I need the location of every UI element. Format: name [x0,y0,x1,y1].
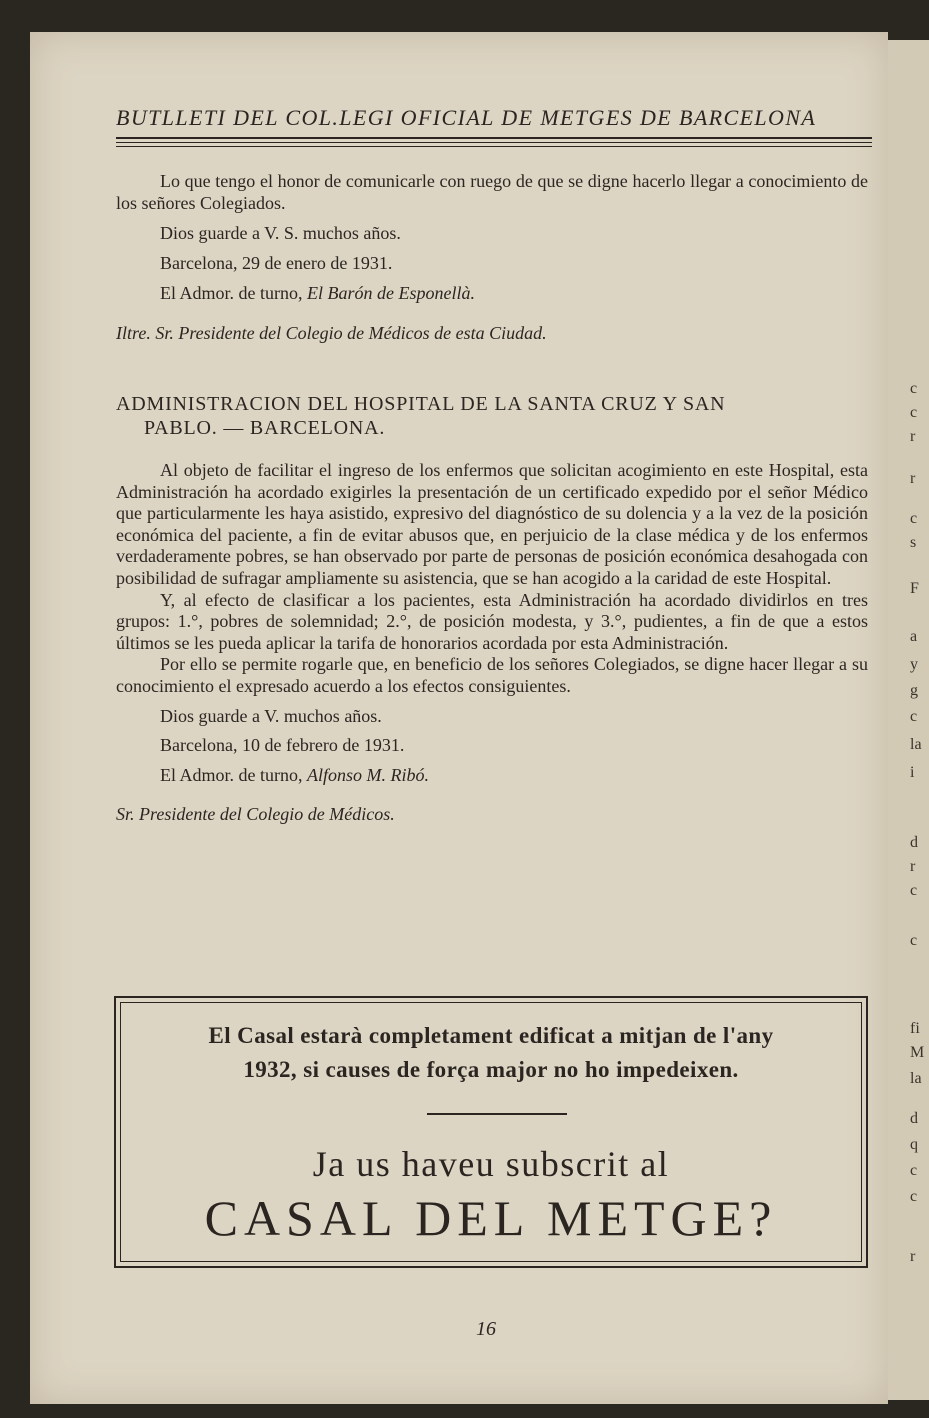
page-fragment: c [910,404,918,421]
letter-2-paragraph-1: Al objeto de facilitar el ingreso de los enfermos que solicitan acogimiento en este Hospital, esta Administración ha acordado exigirles la presentación de un certificado expedido por el señor Médico que particularmente les haya asistido, expresivo del diagnóstico de su dolencia y a la vez de la posición económica del paciente, a fin de evitar abusos que, en perjuicio de la clase médica y de los enfermos verdaderamente pobres, se han observado por parte de personas de posición económica desahogada con posibilidad de sufragar ampliamente su asistencia, que se han acogido a la caridad de este Hospital. [116,460,868,588]
letter-2-signature [116,765,868,787]
page-fragment: y [910,656,918,673]
advert-question-1: Ja us haveu subscrit al [312,1144,670,1184]
page-fragment: g [910,682,918,699]
letter-1-signature [116,282,868,304]
advert-question-2: CASAL DEL METGE? [204,1190,778,1246]
signer-prefix: El Admor. de turno, [160,283,303,303]
page-fragment: M [910,1044,925,1061]
page-fragment: r [910,858,916,875]
page-fragment: c [910,882,918,899]
letter-1-greeting: Dios guarde a V. S. muchos años. [160,223,401,243]
signer-name: Alfonso M. Ribó. [307,764,429,785]
advert-line-1: El Casal estarà completament edificat a mitjan de l'any [208,1023,774,1048]
letter-1-recipient: Iltre. Sr. Presidente del Colegio de Médicos de esta Ciudad. [116,323,547,343]
page-fragment: c [910,932,918,949]
page-fragment: i [910,764,915,781]
section-title [116,392,872,440]
letter-2-recipient: Sr. Presidente del Colegio de Médicos. [116,804,395,825]
page-fragment: q [910,1136,918,1153]
advert-line-2: 1932, si causes de força major no ho impedeixen. [243,1057,739,1082]
page-fragment: r [910,470,916,487]
page-fragment: F [910,580,919,597]
page-fragment: c [910,1162,918,1179]
page-fragment: c [910,380,918,397]
page-fragment: a [910,628,918,645]
page-fragment: c [910,708,918,725]
adjacent-page-edge [888,40,929,1400]
letter-1 [116,170,868,344]
signer-name: El Barón de Esponellà. [307,283,475,303]
page-fragment: s [910,534,917,551]
section-title-line-2: PABLO. — BARCELONA. [144,417,386,439]
letter-2-date: Barcelona, 10 de febrero de 1931. [160,735,405,756]
letter-2-paragraph-3: Por ello se permite rogarle que, en beneficio de los señores Colegiados, se digne hacer llegar a su conocimiento el expresado acuerdo a los efectos consiguientes. [116,654,868,696]
header-rule-top [116,137,872,139]
section-title-line-1: ADMINISTRACION DEL HOSPITAL DE LA SANTA CRUZ Y SAN [116,393,726,415]
page-fragment: d [910,1110,918,1127]
advertisement-inner-frame [120,1002,862,1262]
advert-separator [427,1113,567,1115]
header-rule-middle [116,142,872,143]
header-rule-bottom [116,146,872,147]
letter-2-greeting: Dios guarde a V. muchos años. [160,705,382,726]
advertisement-box [114,996,868,1268]
letter-1-paragraph: Lo que tengo el honor de comunicarle con ruego de que se digne hacerlo llegar a conocimiento de los señores Colegiados. [116,171,868,213]
letter-2 [116,460,868,826]
page-fragment: r [910,428,916,445]
signer-prefix: El Admor. de turno, [160,764,303,785]
page-fragment: c [910,1188,918,1205]
page-fragment: la [910,1070,922,1087]
running-header: BUTLLETI DEL COL.LEGI OFICIAL DE METGES DE BARCELONA [116,105,817,130]
page-fragment: fi [910,1020,920,1037]
page-fragment: la [910,736,922,753]
page-fragment: d [910,834,918,851]
page-fragment: c [910,510,918,527]
page-number: 16 [476,1318,496,1340]
page-fragment: r [910,1248,916,1265]
letter-2-paragraph-2: Y, al efecto de clasificar a los pacientes, esta Administración ha acordado dividirlos en tres grupos: 1.°, pobres de solemnidad; 2.°, de posición modesta, y 3.°, pudientes, a fin de que a estos últimos se les pueda aplicar la tarifa de honorarios acordada por esta Administración. [116,589,868,653]
letter-1-date: Barcelona, 29 de enero de 1931. [160,253,393,273]
